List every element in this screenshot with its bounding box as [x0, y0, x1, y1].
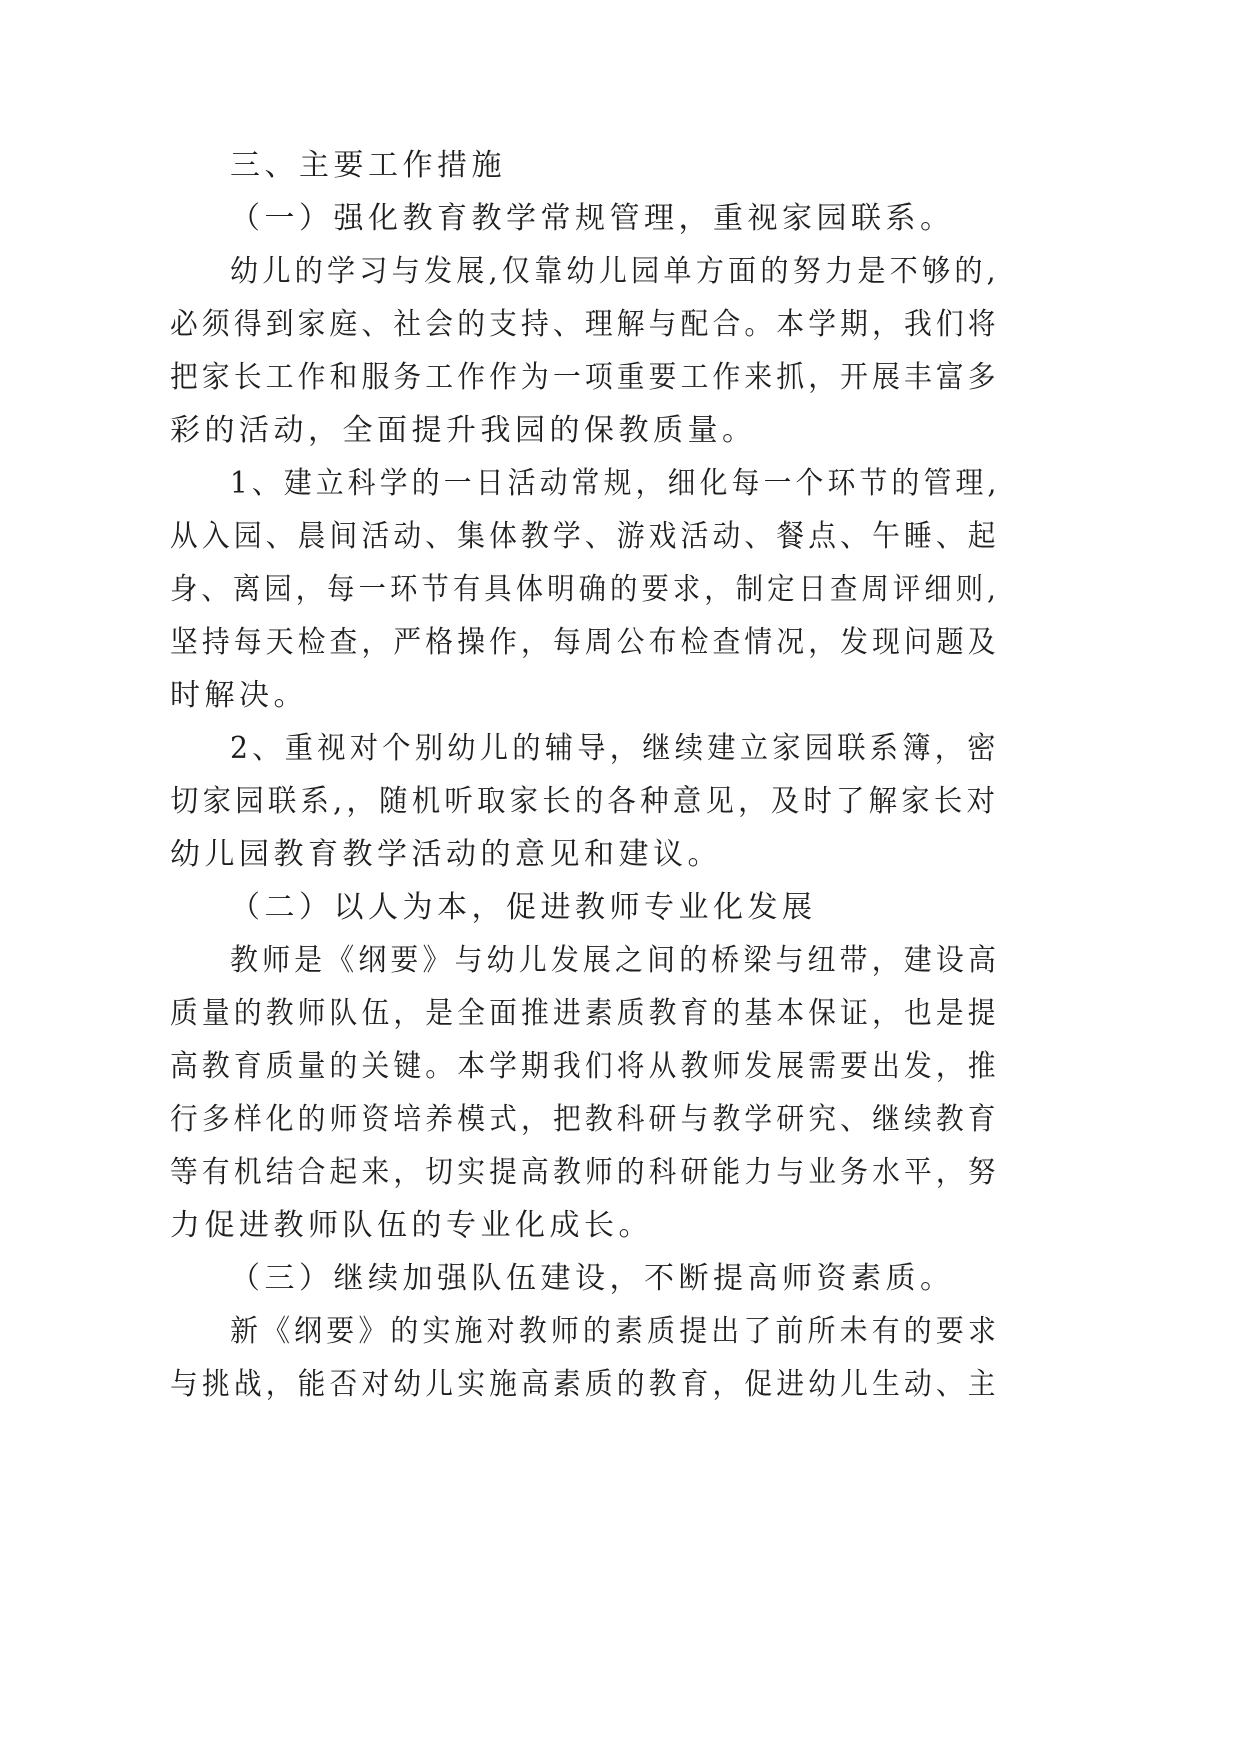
paragraph-line: 行多样化的师资培养模式，把教科研与教学研究、继续教育	[170, 1102, 1000, 1137]
paragraph-line: 身、离园，每一环节有具体明确的要求，制定日查周评细则,	[170, 572, 1000, 607]
paragraph-line: 坚持每天检查，严格操作，每周公布检查情况，发现问题及	[170, 625, 1000, 660]
paragraph-line: 从入园、晨间活动、集体教学、游戏活动、餐点、午睡、起	[170, 519, 1000, 554]
paragraph-line: 力促进教师队伍的专业化成长。	[170, 1208, 653, 1243]
subsection-heading-1: （一）强化教育教学常规管理，重视家园联系。	[230, 201, 955, 236]
section-heading: 三、主要工作措施	[230, 148, 506, 183]
paragraph-line: 必须得到家庭、社会的支持、理解与配合。本学期，我们将	[170, 307, 1000, 342]
paragraph-line: 2、重视对个别幼儿的辅导，继续建立家园联系簿，密	[230, 731, 1000, 766]
paragraph-line: 1、建立科学的一日活动常规，细化每一个环节的管理,	[230, 466, 1001, 501]
paragraph-line: 与挑战，能否对幼儿实施高素质的教育，促进幼儿生动、主	[170, 1367, 1000, 1402]
paragraph-line: 切家园联系,，随机听取家长的各种意见，及时了解家长对	[170, 784, 1000, 819]
paragraph-line: 等有机结合起来，切实提高教师的科研能力与业务水平，努	[170, 1155, 1000, 1190]
paragraph-line: 时解决。	[170, 678, 308, 713]
paragraph-line: 彩的活动，全面提升我园的保教质量。	[170, 413, 757, 448]
paragraph-line: 幼儿园教育教学活动的意见和建议。	[170, 837, 722, 872]
paragraph-line: 把家长工作和服务工作作为一项重要工作来抓，开展丰富多	[170, 360, 1000, 395]
subsection-heading-2: （二）以人为本，促进教师专业化发展	[230, 890, 817, 925]
paragraph-line: 高教育质量的关键。本学期我们将从教师发展需要出发，推	[170, 1049, 1000, 1084]
paragraph-line: 质量的教师队伍，是全面推进素质教育的基本保证，也是提	[170, 996, 1000, 1031]
paragraph-line: 幼儿的学习与发展,仅靠幼儿园单方面的努力是不够的,	[230, 254, 1000, 289]
subsection-heading-3: （三）继续加强队伍建设，不断提高师资素质。	[230, 1261, 955, 1296]
paragraph-line: 新《纲要》的实施对教师的素质提出了前所未有的要求	[230, 1314, 1001, 1349]
paragraph-line: 教师是《纲要》与幼儿发展之间的桥梁与纽带，建设高	[230, 943, 1001, 978]
